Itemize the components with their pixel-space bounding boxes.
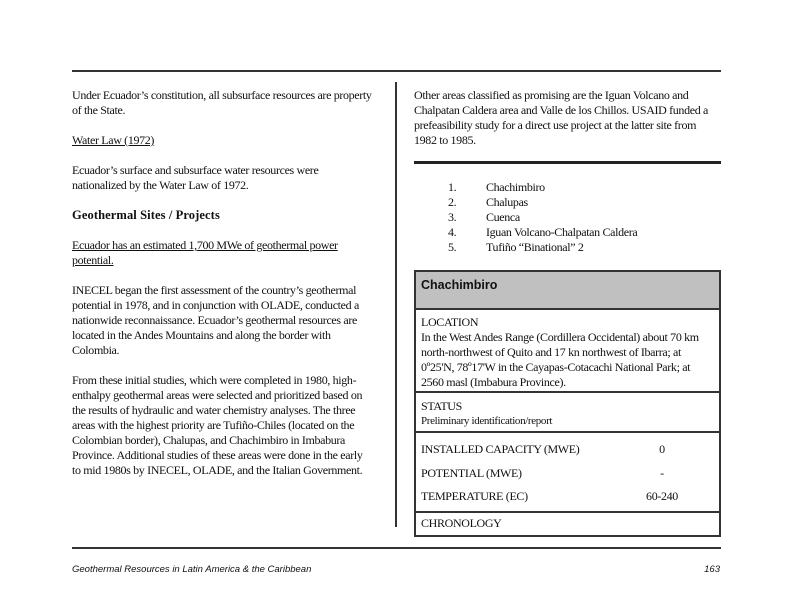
list-number: 2. — [448, 195, 457, 209]
list-label: Cuenca — [486, 210, 520, 224]
bottom-rule — [72, 547, 721, 549]
potential-statement: Ecuador has an estimated 1,700 MWe of geothermal power potential. — [72, 238, 338, 267]
metric-row — [421, 438, 714, 462]
column-divider — [395, 82, 397, 527]
list-label: Chachimbiro — [486, 180, 545, 194]
metric-label: INSTALLED CAPACITY (MWE) — [421, 442, 580, 457]
site-list — [448, 180, 637, 255]
list-number: 4. — [448, 225, 457, 239]
location-text: In the West Andes Range (Cordillera Occidental) about 70 km north-northwest of Quito and 17 kn northwest of Ibarra; at 0º25'N, 78º17'W in the Cayapas-Cotacachi National Park; at 2560 masl (Imbabura Province). — [421, 330, 699, 389]
section-heading: Geothermal Sites / Projects — [72, 208, 220, 222]
chronology-section: CHRONOLOGY — [421, 515, 502, 530]
list-item — [448, 195, 637, 210]
metric-row — [421, 462, 714, 486]
site-info-table — [414, 270, 721, 537]
metric-label: TEMPERATURE (ΕC) — [421, 489, 528, 504]
studies-paragraph: From these initial studies, which were completed in 1980, high-enthalpy geothermal areas were selected and prioritized based on the results of hydraulic and water chemistry analyses. The three areas with the highest priority are Tufiño-Chiles (located on the Colombian border), Chalupas, and Chachimbiro in Imbabura Province. Additional studies of these areas were done in the early to mid 1980s by INECEL, OLADE, and the Italian Government. — [72, 373, 363, 477]
footer-page-number: 163 — [704, 564, 720, 575]
list-item — [448, 210, 637, 225]
footer-publication-title: Geothermal Resources in Latin America & the Caribbean — [72, 564, 312, 575]
list-number: 3. — [448, 210, 457, 224]
location-section — [416, 310, 719, 393]
other-areas-paragraph: Other areas classified as promising are the Iguan Volcano and Chalpatan Caldera area and Valle de los Chillos. USAID funded a prefeasibility study for a direct use project at the latter site from 1982 to 1985. — [414, 88, 708, 147]
list-label: Iguan Volcano-Chalpatan Caldera — [486, 225, 638, 239]
metrics-section — [416, 433, 719, 513]
site-table-title: Chachimbiro — [416, 272, 719, 310]
water-law-paragraph: Ecuador’s surface and subsurface water resources were nationalized by the Water Law of 1972. — [72, 163, 319, 192]
metric-row — [421, 485, 714, 509]
list-number: 1. — [448, 180, 457, 194]
metric-value: 0 — [659, 442, 665, 457]
list-number: 5. — [448, 240, 457, 254]
right-column-rule — [414, 161, 721, 164]
constitution-paragraph: Under Ecuador’s constitution, all subsurface resources are property of the State. — [72, 88, 372, 117]
inecel-paragraph: INECEL began the first assessment of the country’s geothermal potential in 1978, and in conjunction with OLADE, conducted a nationwide reconnaissance. Ecuador’s geothermal resources are located in the Andes Mountains and along the border with Colombia. — [72, 283, 359, 357]
top-rule — [72, 70, 721, 72]
left-column — [72, 88, 372, 493]
status-section — [416, 393, 719, 433]
location-label: LOCATION — [421, 315, 479, 329]
metric-value: - — [660, 465, 664, 480]
list-item — [448, 225, 637, 240]
list-item — [448, 240, 637, 255]
list-label: Chalupas — [486, 195, 528, 209]
status-text: Preliminary identification/report — [421, 415, 553, 427]
metric-label: POTENTIAL (MWE) — [421, 465, 522, 480]
status-label: STATUS — [421, 399, 462, 413]
list-item — [448, 180, 637, 195]
water-law-heading: Water Law (1972) — [72, 133, 155, 147]
metric-value: 60-240 — [646, 489, 678, 504]
list-label: Tufiño “Binational” 2 — [486, 240, 584, 254]
right-column — [414, 88, 720, 148]
